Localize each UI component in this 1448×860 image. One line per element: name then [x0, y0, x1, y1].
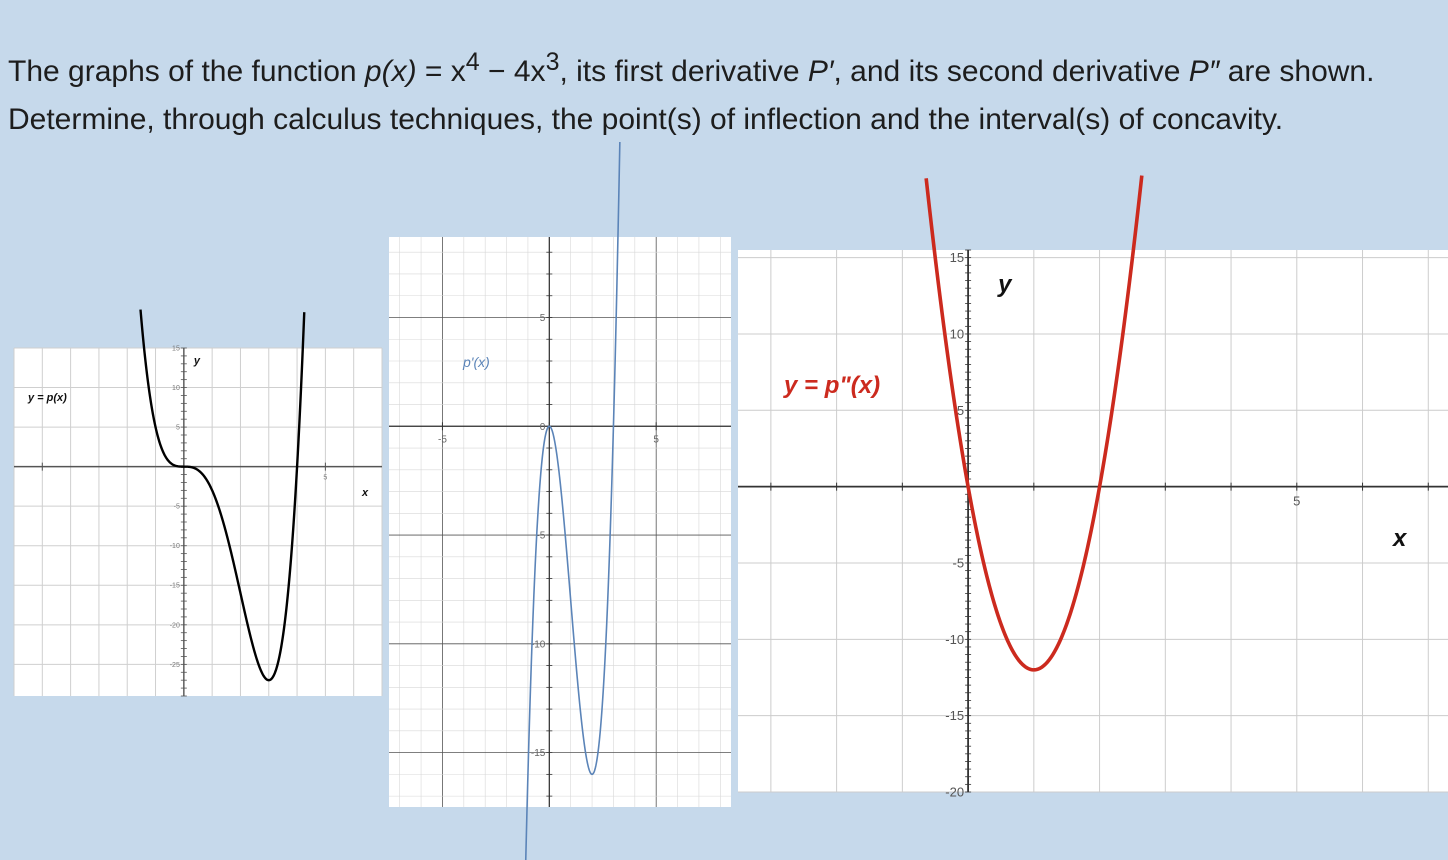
y-tick-label: -20 [169, 622, 180, 630]
graph-p-double-prime [738, 250, 1448, 800]
y-tick-label: -5 [952, 555, 965, 571]
y-tick-label: -10 [169, 543, 180, 551]
x-tick-label: -5 [437, 434, 447, 446]
prompt-text-2: = x [416, 55, 466, 88]
series-label: p'(x) [463, 354, 490, 370]
graph-p-prime-plot [389, 237, 731, 807]
y-tick-label: -15 [945, 708, 965, 724]
prompt-text-3: − 4x [479, 55, 546, 88]
prompt-text-6: are shown. Determine, through calculus techniques, the point(s) of inflection and the interval(s) of concavity. [8, 55, 1375, 136]
x-tick-label: 5 [1293, 493, 1301, 509]
graph-p-prime [389, 237, 731, 807]
prompt-text-4: , its first derivative [559, 55, 808, 88]
x-axis-label: x [362, 487, 369, 499]
series-label: y = p"(x) [784, 372, 881, 399]
y-tick-label: 15 [949, 250, 965, 266]
x-axis-label: x [1393, 525, 1407, 552]
x-tick-label: 5 [653, 434, 659, 446]
series-label: y = p(x) [28, 392, 67, 404]
x-tick-label: 5 [323, 474, 328, 482]
prompt-exponent-4: 4 [465, 48, 480, 76]
prompt-function-name: p(x) [364, 55, 417, 88]
y-tick-label: -15 [530, 748, 546, 760]
y-tick-label: 15 [172, 345, 180, 353]
y-tick-label: 5 [175, 424, 180, 432]
y-axis-label: y [998, 271, 1012, 298]
prompt-text-5: , and its second derivative [833, 55, 1189, 88]
prompt-second-derivative: P″ [1188, 55, 1220, 88]
prompt-text-1: The graphs of the function [8, 55, 365, 88]
y-tick-label: 5 [956, 402, 965, 418]
prompt-exponent-3: 3 [545, 48, 560, 76]
y-tick-label: -5 [173, 503, 180, 511]
problem-statement [8, 38, 1428, 144]
y-tick-label: -10 [530, 639, 546, 651]
y-tick-label: 10 [949, 326, 965, 342]
y-tick-label: -25 [169, 661, 180, 669]
y-tick-label: 10 [172, 384, 180, 392]
prompt-first-derivative: P′ [807, 55, 834, 88]
y-tick-label: -5 [536, 530, 546, 542]
y-axis-label: y [193, 355, 200, 367]
y-tick-label: -20 [945, 784, 965, 800]
y-tick-label: 0 [539, 421, 546, 433]
y-tick-label: -10 [945, 631, 965, 647]
graph-p-double-prime-plot [738, 250, 1448, 800]
y-tick-label: -15 [169, 582, 180, 590]
graph-p [14, 345, 382, 696]
y-tick-label: 5 [539, 312, 546, 324]
graph-p-plot [14, 345, 382, 696]
